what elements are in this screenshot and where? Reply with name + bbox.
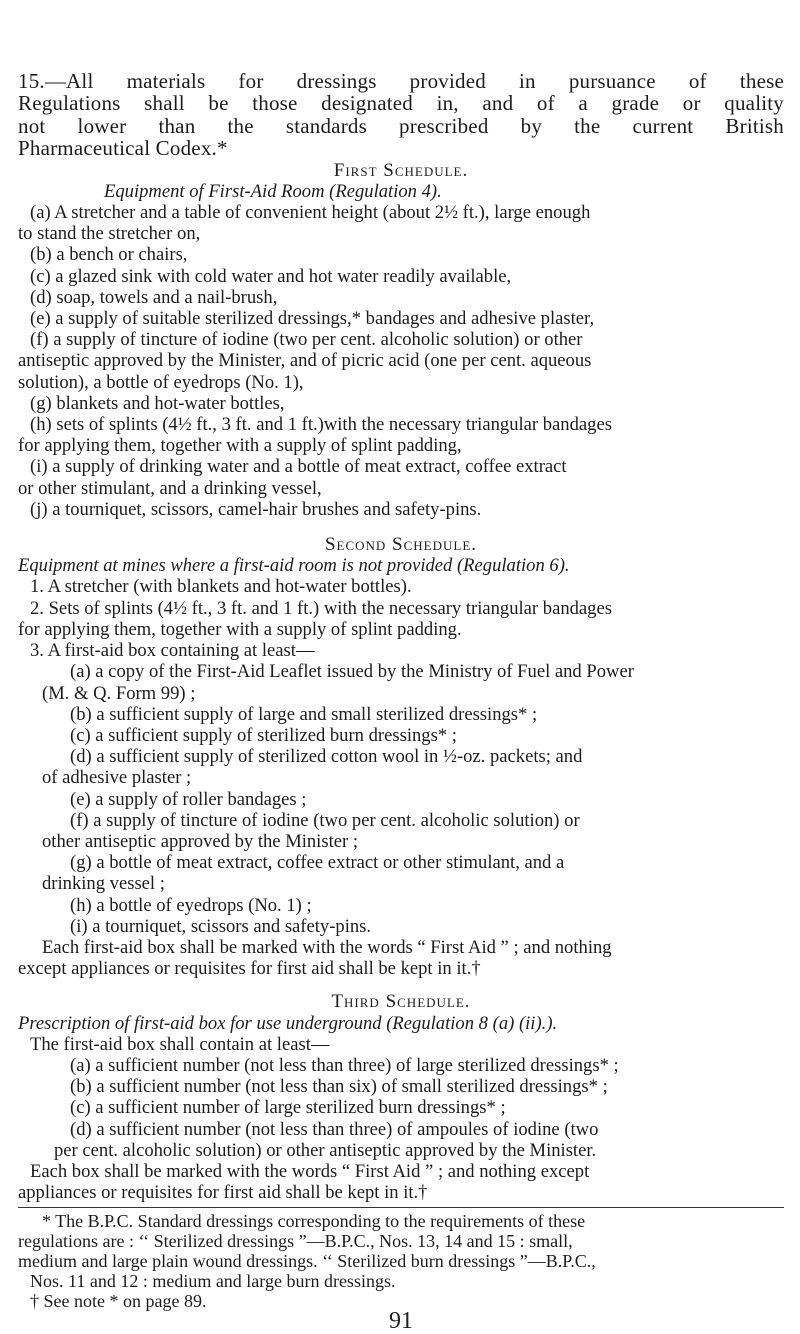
list-item: (f) a supply of tincture of iodine (two per cent. alcoholic solution) or [70,809,580,831]
footnotes [18,1211,784,1311]
text-line: of adhesive plaster ; [42,767,192,789]
text-line: for applying them, together with a supply of splint padding. [18,618,462,640]
list-item: (b) a sufficient number (not less than six) of small sterilized dressings* ; [70,1076,608,1098]
text-line: The first-aid box shall contain at least— [30,1033,330,1055]
list-item: (a) a sufficient number (not less than three) of large sterilized dressings* ; [70,1054,619,1076]
list-item: (e) a supply of suitable sterilized dressings,* bandages and adhesive plaster, [30,308,595,330]
text-line: other antiseptic approved by the Minister ; [42,830,359,852]
text-line: for applying them, together with a supply of splint padding, [18,435,462,457]
list-item: (i) a tourniquet, scissors and safety-pins. [70,915,372,937]
list-item: (i) a supply of drinking water and a bottle of meat extract, coffee extract [30,456,567,478]
footnote-text: regulations are : ‘‘ Sterilized dressings ”—B.P.C., Nos. 13, 14 and 15 : small, [18,1231,573,1252]
section-subheading: Prescription of first-aid box for use underground (Regulation 8 (a) (ii).). [18,1012,558,1034]
text-line: Each first-aid box shall be marked with the words “ First Aid ” ; and nothing [42,936,612,958]
section-subheading: Equipment of First-Aid Room (Regulation 4). [104,180,442,202]
text-line: Each box shall be marked with the words “ First Aid ” ; and nothing except [30,1160,590,1182]
text-line: to stand the stretcher on, [18,223,201,245]
text-line: Regulations shall be those designated in, and of a grade or quality [18,91,784,116]
list-item: (g) blankets and hot-water bottles, [30,392,285,414]
list-item: (b) a sufficient supply of large and small sterilized dressings* ; [70,703,538,725]
list-item: (e) a supply of roller bandages ; [70,788,307,810]
section-heading: Third Schedule. [331,991,471,1013]
list-item: (d) a sufficient number (not less than three) of ampoules of iodine (two [70,1118,599,1140]
list-item: (b) a bench or chairs, [30,244,188,266]
text-line: drinking vessel ; [42,873,165,895]
first-schedule [18,160,784,520]
footnote-text: Nos. 11 and 12 : medium and large burn dressings. [30,1271,396,1292]
footnote: * The B.P.C. Standard dressings corresponding to the requirements of these [42,1211,586,1232]
list-item: (a) A stretcher and a table of convenient height (about 2½ ft.), large enough [30,202,591,224]
text-line: not lower than the standards prescribed by the current British [18,113,784,138]
list-item: (h) sets of splints (4½ ft., 3 ft. and 1 ft.)with the necessary triangular bandages [30,414,612,436]
intro-paragraph [18,70,784,160]
section-heading: First Schedule. [333,159,469,181]
list-item: (c) a sufficient number of large sterilized burn dressings* ; [70,1097,506,1119]
list-item: 1. A stretcher (with blankets and hot-water bottles). [30,576,412,598]
section-subheading: Equipment at mines where a first-aid room is not provided (Regulation 6). [18,555,570,577]
list-item: (h) a bottle of eyedrops (No. 1) ; [70,894,312,916]
third-schedule [18,991,784,1203]
list-item: (d) soap, towels and a nail-brush, [30,286,278,308]
text-line: per cent. alcoholic solution) or other antiseptic approved by the Minister. [54,1139,597,1161]
text-line: antiseptic approved by the Minister, and of picric acid (one per cent. aqueous [18,350,592,372]
list-item: 2. Sets of splints (4½ ft., 3 ft. and 1 ft.) with the necessary triangular bandages [30,597,612,619]
page-number: 91 [389,1308,413,1334]
footnote-divider [18,1207,784,1208]
text-line: appliances or requisites for first aid shall be kept in it.† [18,1182,428,1204]
list-item: 3. A first-aid box containing at least— [30,640,315,662]
list-item: (j) a tourniquet, scissors, camel-hair brushes and safety-pins. [30,498,482,520]
footnote: † See note * on page 89. [30,1291,207,1312]
list-item: (c) a glazed sink with cold water and hot water readily available, [30,265,512,287]
document-page [18,70,784,1333]
section-heading: Second Schedule. [324,534,478,556]
text-line: Pharmaceutical Codex.* [18,136,228,161]
list-item: (d) a sufficient supply of sterilized cotton wool in ½-oz. packets; and [70,746,583,768]
text-line: 15.—All materials for dressings provided in pursuance of these [18,69,784,93]
list-item: (a) a copy of the First-Aid Leaflet issued by the Ministry of Fuel and Power [70,661,634,683]
list-item: (g) a bottle of meat extract, coffee extract or other stimulant, and a [70,852,565,874]
list-item: (f) a supply of tincture of iodine (two per cent. alcoholic solution) or other [30,329,583,351]
text-line: or other stimulant, and a drinking vessel, [18,477,322,499]
list-item: (c) a sufficient supply of sterilized burn dressings* ; [70,724,457,746]
text-line: solution), a bottle of eyedrops (No. 1), [18,371,304,393]
second-schedule [18,534,784,979]
text-line: except appliances or requisites for first aid shall be kept in it.† [18,958,481,980]
footnote-text: medium and large plain wound dressings. ‘‘ Sterilized burn dressings ”—B.P.C., [18,1251,596,1272]
text-line: (M. & Q. Form 99) ; [42,682,196,704]
